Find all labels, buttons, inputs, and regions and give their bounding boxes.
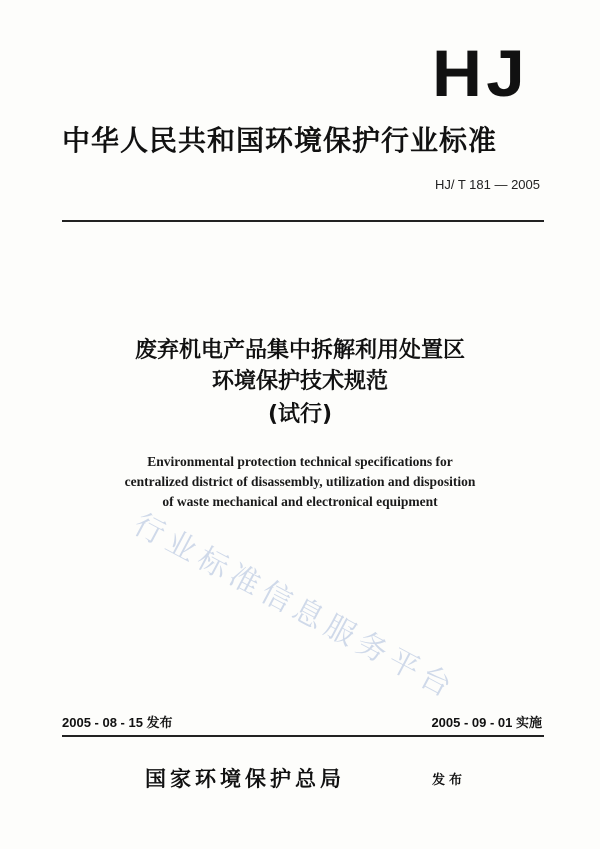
standard-code: HJ/ T 181 — 2005 — [434, 177, 540, 192]
chinese-title-line-2: 环境保护技术规范 — [211, 369, 388, 394]
standard-category-title: 中华人民共和国环境保护行业标准 — [62, 124, 498, 157]
hj-logo: HJ — [432, 36, 529, 110]
bottom-divider — [62, 735, 544, 737]
issued-label: 发布 — [432, 773, 467, 788]
chinese-title-line-3: (试行) — [267, 402, 333, 427]
issue-date: 2005 - 08 - 15 发布 — [62, 715, 173, 730]
english-title-line-3: of waste mechanical and electronical equipment — [162, 494, 438, 509]
watermark: 行业标准信息服务平台 — [127, 507, 463, 707]
issuing-authority: 国家环境保护总局 — [145, 767, 345, 791]
chinese-title-line-1: 废弃机电产品集中拆解利用处置区 — [134, 338, 465, 363]
english-title-line-1: Environmental protection technical specifications for — [147, 454, 453, 469]
implementation-date: 2005 - 09 - 01 实施 — [431, 715, 542, 730]
english-title-line-2: centralized district of disassembly, utilization and disposition — [124, 474, 476, 489]
top-divider — [62, 220, 544, 222]
